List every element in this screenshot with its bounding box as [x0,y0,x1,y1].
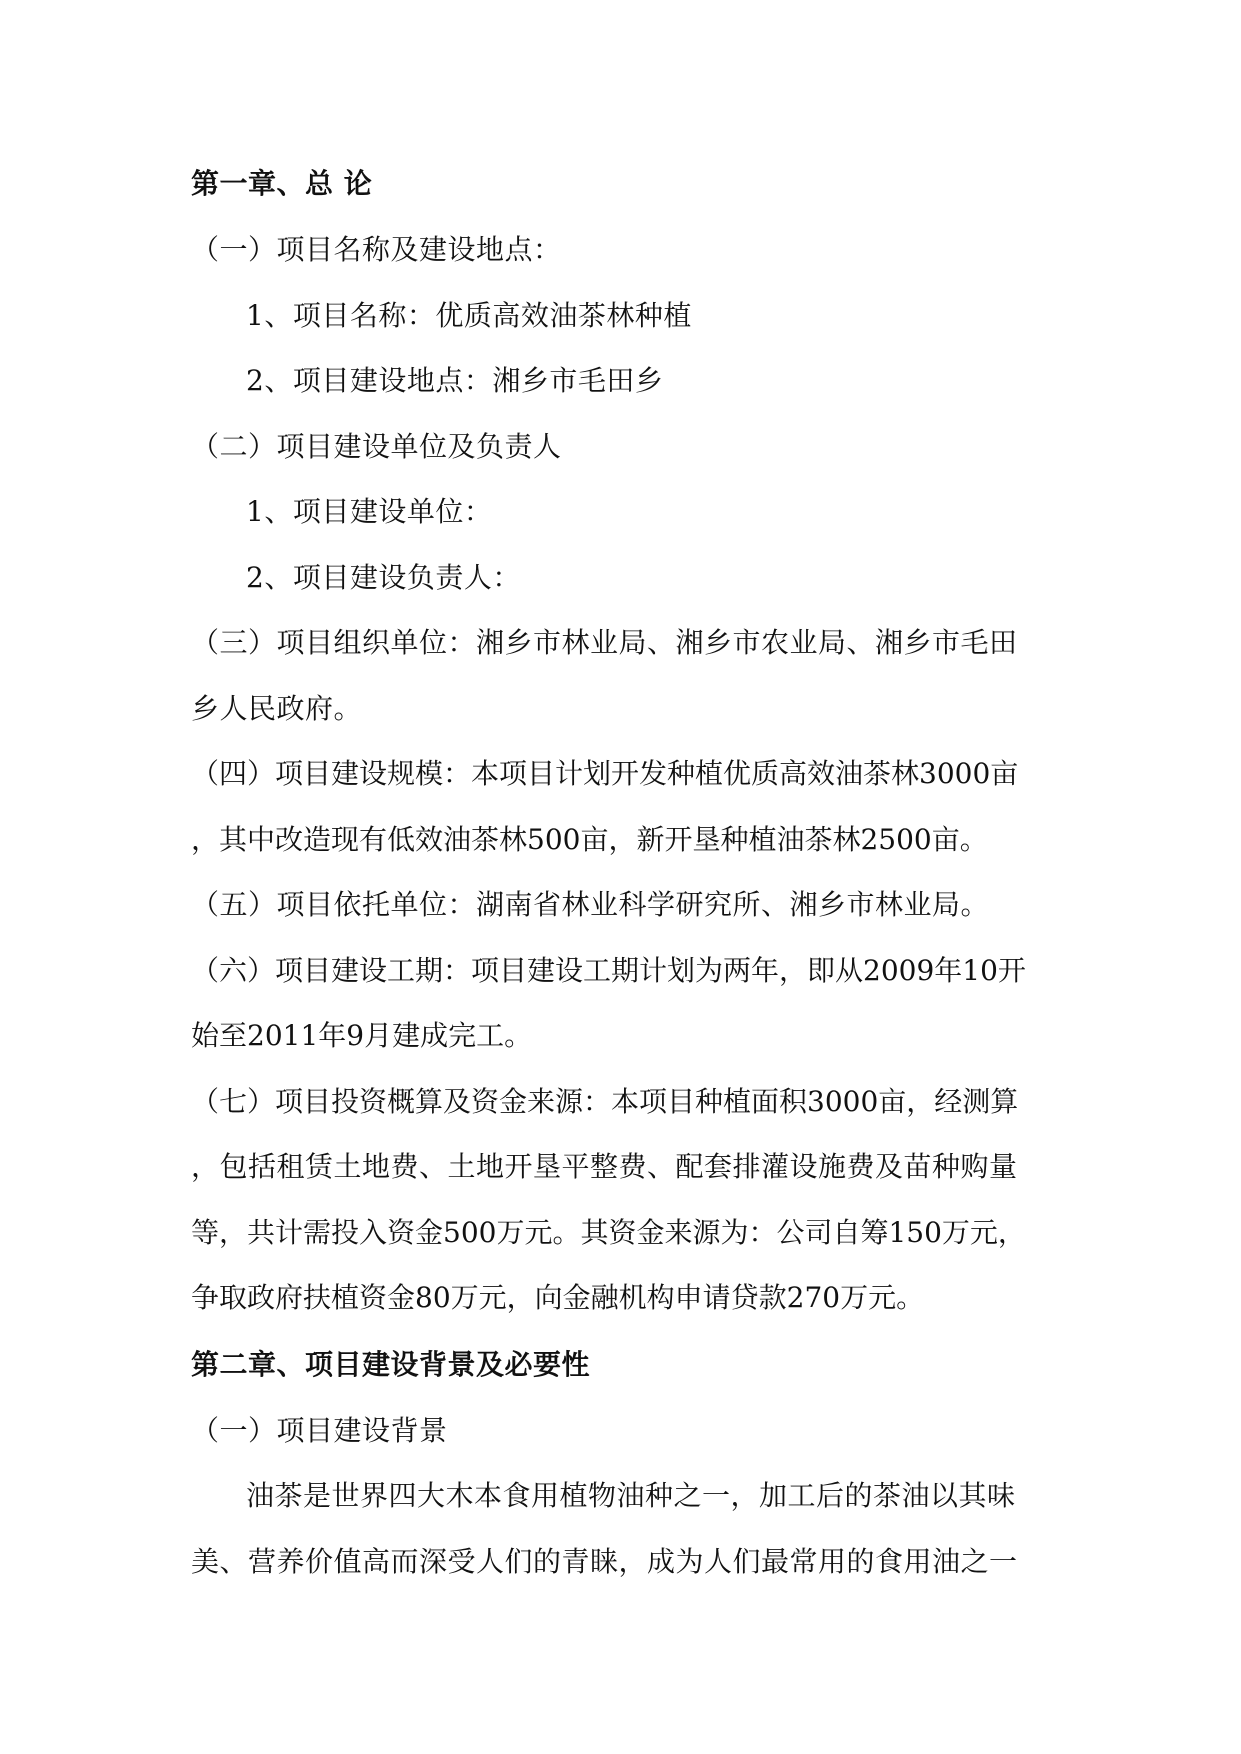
background-paragraph-line-1: 油茶是世界四大木本食用植物油种之一，加工后的茶油以其味 [246,1479,1016,1512]
section-3-line-1: （三）项目组织单位：湘乡市林业局、湘乡市农业局、湘乡市毛田 [191,626,1018,659]
section-7-line-4: 争取政府扶植资金80万元，向金融机构申请贷款270万元。 [191,1281,925,1314]
section-5-line-1: （五）项目依托单位：湖南省林业科学研究所、湘乡市林业局。 [191,888,990,921]
section-4-line-2: ，其中改造现有低效油茶林500亩，新开垦种植油茶林2500亩。 [191,823,988,856]
person-in-charge-line: 2、项目建设负责人： [246,561,521,594]
background-paragraph-line-2: 美、营养价值高而深受人们的青睐，成为人们最常用的食用油之一 [191,1545,1018,1578]
chapter-2-heading: 第二章、项目建设背景及必要性 [191,1348,591,1381]
section-7-line-1: （七）项目投资概算及资金来源：本项目种植面积3000亩，经测算 [191,1085,1019,1118]
project-name-line: 1、项目名称：优质高效油茶林种植 [246,299,692,332]
section-2-title: （二）项目建设单位及负责人 [191,430,562,463]
section-6-line-2: 始至2011年9月建成完工。 [191,1019,533,1052]
section-3-line-2: 乡人民政府。 [191,692,363,725]
chapter-1-heading: 第一章、总 论 [191,167,373,200]
project-location-line: 2、项目建设地点：湘乡市毛田乡 [246,364,664,397]
construction-unit-line: 1、项目建设单位： [246,495,493,528]
section-7-line-2: ，包括租赁土地费、土地开垦平整费、配套排灌设施费及苗种购量 [191,1150,1018,1183]
chapter-2-section-1-title: （一）项目建设背景 [191,1414,448,1447]
section-6-line-1: （六）项目建设工期：项目建设工期计划为两年，即从2009年10开 [191,954,1026,987]
section-7-line-3: 等，共计需投入资金500万元。其资金来源为：公司自筹150万元， [191,1216,1026,1249]
section-1-title: （一）项目名称及建设地点： [191,233,562,266]
section-4-line-1: （四）项目建设规模：本项目计划开发种植优质高效油茶林3000亩 [191,757,1019,790]
